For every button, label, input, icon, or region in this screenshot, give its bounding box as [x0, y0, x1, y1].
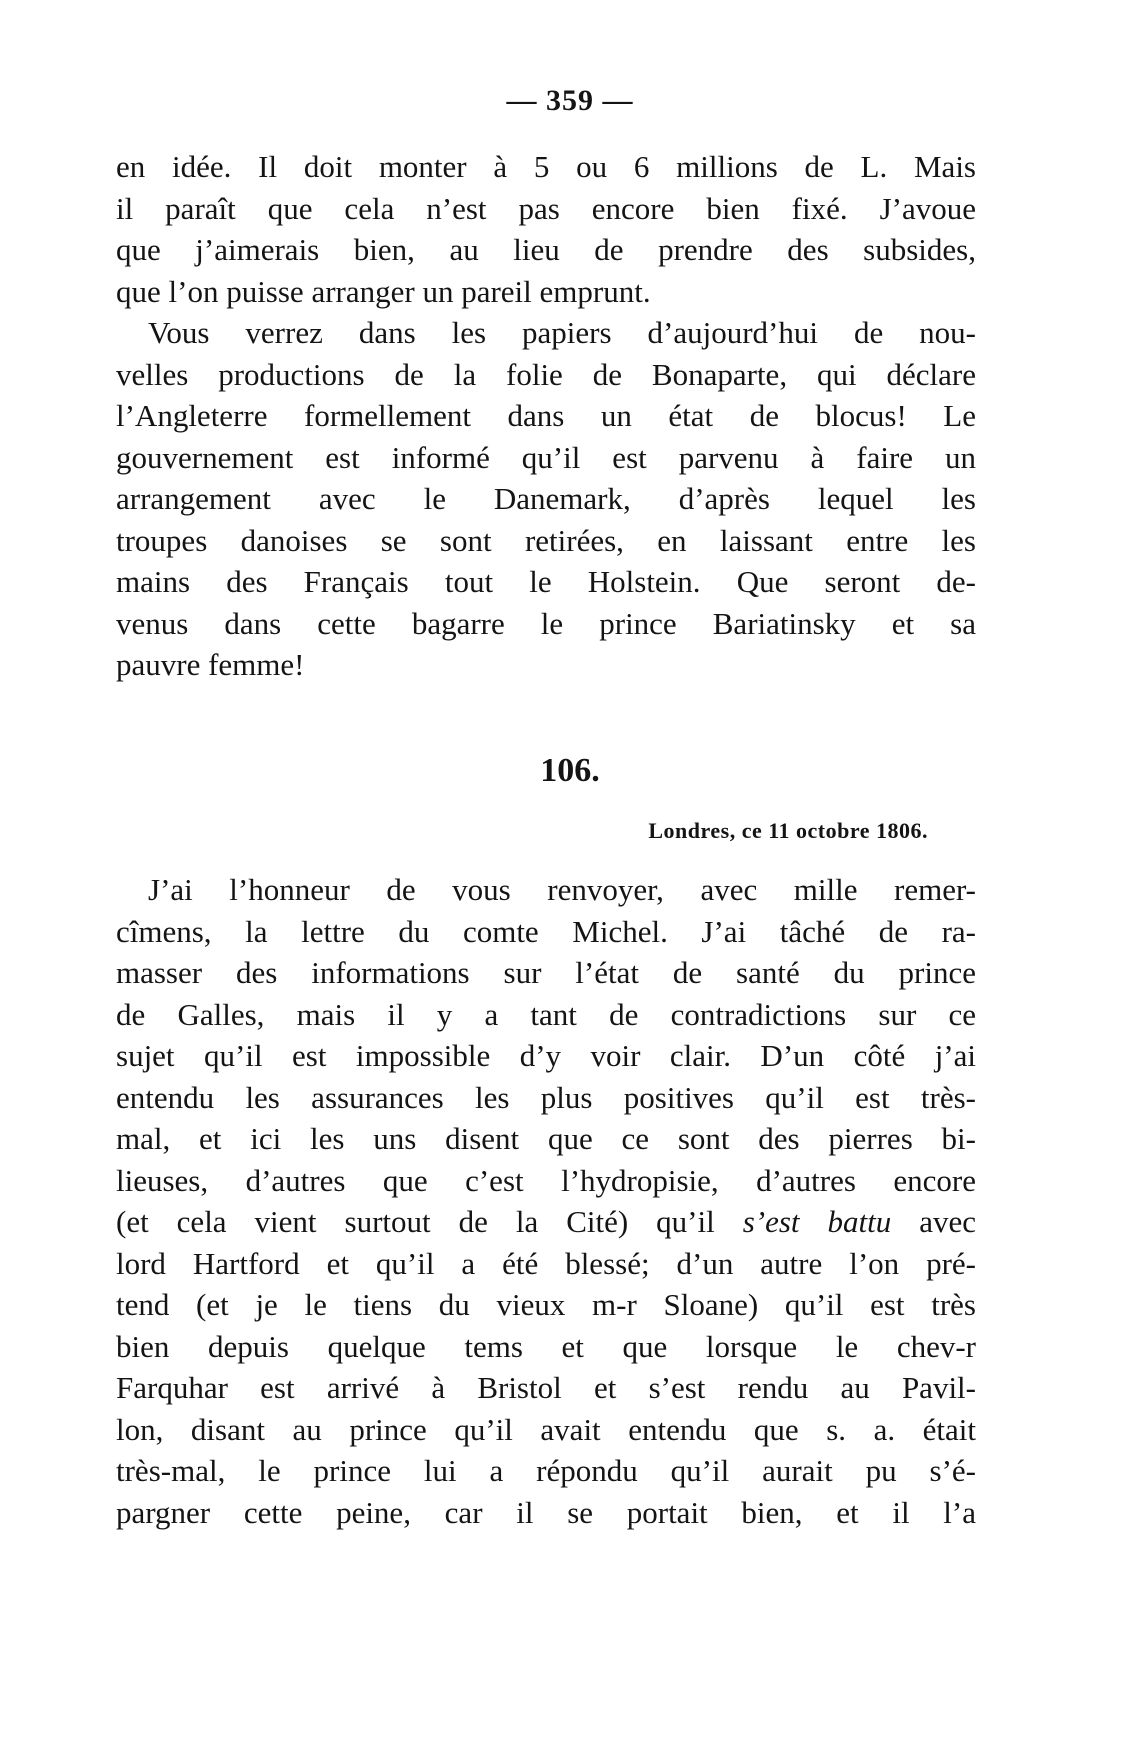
text-line: mains des Français tout le Holstein. Que seront de-: [116, 564, 976, 599]
text-segment: (et cela vient surtout de la Cité) qu’il: [116, 1204, 715, 1239]
text-line: sujet qu’il est impossible d’y voir clair. D’un côté j’ai: [116, 1038, 976, 1073]
text-line: que l’on puisse arranger un pareil emprunt.: [116, 273, 651, 309]
text-line: venus dans cette bagarre le prince Bariatinsky et sa: [116, 605, 976, 641]
text-line: lon, disant au prince qu’il avait entendu que s. a. était: [116, 1411, 976, 1447]
letter-body: [116, 869, 976, 1533]
text-line: entendu les assurances les plus positives qu’il est très-: [116, 1079, 976, 1115]
text-line: l’Angleterre formellement dans un état de blocus! Le: [116, 398, 976, 433]
text-line-with-italic: [116, 1201, 976, 1243]
text-line: gouvernement est informé qu’il est parvenu à faire un: [116, 439, 976, 475]
text-line: Vous verrez dans les papiers d’aujourd’hui de nou-: [148, 315, 976, 350]
text-line: lord Hartford et qu’il a été blessé; d’un autre l’on pré-: [116, 1245, 976, 1281]
text-line: arrangement avec le Danemark, d’après lequel les: [116, 481, 976, 516]
text-line: troupes danoises se sont retirées, en laissant entre les: [116, 522, 976, 558]
text-line: velles productions de la folie de Bonaparte, qui déclare: [116, 356, 976, 392]
text-line: cîmens, la lettre du comte Michel. J’ai tâché de ra-: [116, 913, 976, 949]
text-line: en idée. Il doit monter à 5 ou 6 millions de L. Mais: [116, 149, 976, 184]
text-line: Farquhar est arrivé à Bristol et s’est rendu au Pavil-: [116, 1370, 976, 1405]
text-line: mal, et ici les uns disent que ce sont des pierres bi-: [116, 1121, 976, 1156]
text-line: bien depuis quelque tems et que lorsque le chev-r: [116, 1328, 976, 1364]
text-line: pargner cette peine, car il se portait bien, et il l’a: [116, 1494, 976, 1530]
page-number: — 359 —: [506, 84, 634, 117]
text-line: que j’aimerais bien, au lieu de prendre des subsides,: [116, 232, 976, 267]
text-line: pauvre femme!: [116, 647, 305, 682]
letter-number: 106.: [540, 752, 600, 789]
text-line: de Galles, mais il y a tant de contradictions sur ce: [116, 996, 976, 1032]
text-line: très-mal, le prince lui a répondu qu’il aurait pu s’é-: [116, 1453, 976, 1488]
text-line: il paraît que cela n’est pas encore bien fixé. J’avoue: [116, 190, 976, 226]
paragraph-block-continued: [116, 146, 976, 686]
text-line: masser des informations sur l’état de santé du prince: [116, 955, 976, 990]
text-line: tend (et je le tiens du vieux m-r Sloane) qu’il est très: [116, 1287, 976, 1322]
italic-phrase: s’est battu: [742, 1204, 892, 1239]
text-line: lieuses, d’autres que c’est l’hydropisie, d’autres encore: [116, 1162, 976, 1198]
text-line: J’ai l’honneur de vous renvoyer, avec mille remer-: [148, 872, 976, 907]
text-segment: avec: [919, 1204, 976, 1239]
letter-dateline: Londres, ce 11 octobre 1806.: [648, 818, 928, 843]
